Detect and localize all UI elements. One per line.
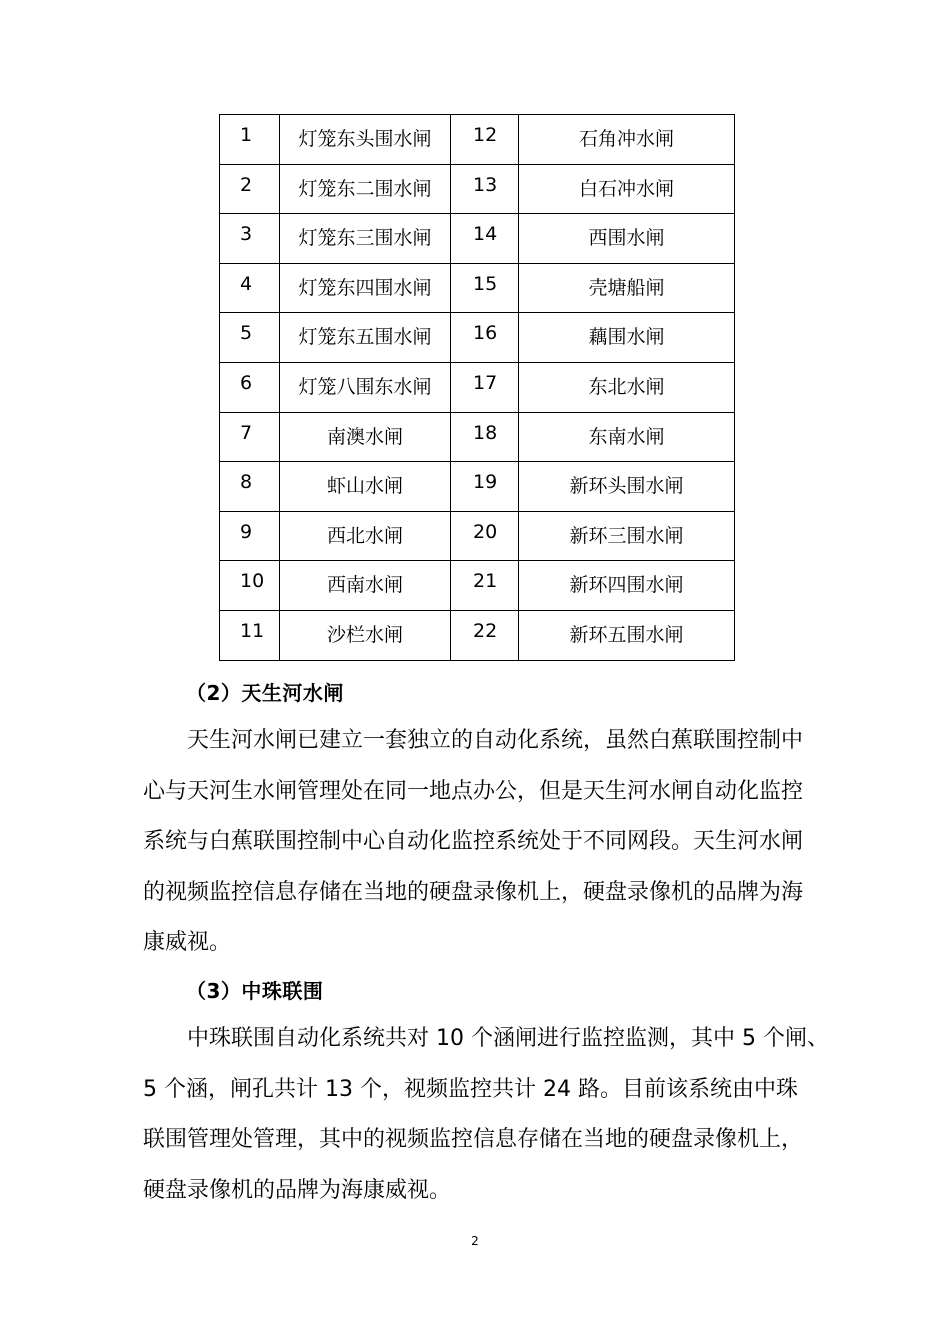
gate-name-cell: 新环四围水闸 [519, 561, 735, 611]
section-3-paragraph [143, 1014, 829, 1216]
gate-number-cell: 22 [451, 610, 519, 660]
gate-name-cell: 灯笼东二围水闸 [280, 164, 451, 214]
gate-name-cell: 新环头围水闸 [519, 462, 735, 512]
page-number: 2 [471, 1234, 479, 1248]
table-row [220, 511, 735, 561]
table-row [220, 462, 735, 512]
gate-number-cell: 11 [220, 610, 280, 660]
gate-number-cell: 5 [220, 313, 280, 363]
gate-name-cell: 东南水闸 [519, 412, 735, 462]
gate-name-cell: 虾山水闸 [280, 462, 451, 512]
table-row [220, 214, 735, 264]
paragraph-line: 中珠联围自动化系统共对 10 个涵闸进行监控监测，其中 5 个闸、 [187, 1026, 829, 1051]
table-row [220, 610, 735, 660]
gate-name-cell: 石角冲水闸 [519, 115, 735, 165]
gate-name-cell: 西北水闸 [280, 511, 451, 561]
section-3-heading: （3）中珠联围 [186, 979, 324, 1003]
gate-number-cell: 16 [451, 313, 519, 363]
gate-name-cell: 新环五围水闸 [519, 610, 735, 660]
gate-number-cell: 18 [451, 412, 519, 462]
table-row [220, 164, 735, 214]
gate-number-cell: 8 [220, 462, 280, 512]
gate-name-cell: 灯笼八围东水闸 [280, 362, 451, 412]
gate-name-cell: 西南水闸 [280, 561, 451, 611]
paragraph-line: 心与天河生水闸管理处在同一地点办公，但是天生河水闸自动化监控 [143, 778, 804, 804]
gate-number-cell: 20 [451, 511, 519, 561]
gate-name-cell: 沙栏水闸 [280, 610, 451, 660]
gate-number-cell: 4 [220, 263, 280, 313]
gate-name-cell: 藕围水闸 [519, 313, 735, 363]
gate-name-cell: 白石冲水闸 [519, 164, 735, 214]
gate-number-cell: 2 [220, 164, 280, 214]
gate-number-cell: 3 [220, 214, 280, 264]
gate-number-cell: 13 [451, 164, 519, 214]
gate-number-cell: 14 [451, 214, 519, 264]
section-2-paragraph [143, 716, 808, 969]
gate-number-cell: 15 [451, 263, 519, 313]
gate-number-cell: 6 [220, 362, 280, 412]
gate-number-cell: 21 [451, 561, 519, 611]
gate-name-cell: 灯笼东四围水闸 [280, 263, 451, 313]
gate-number-cell: 10 [220, 561, 280, 611]
paragraph-line: 的视频监控信息存储在当地的硬盘录像机上，硬盘录像机的品牌为海 [143, 879, 804, 905]
paragraph-line: 硬盘录像机的品牌为海康威视。 [143, 1177, 452, 1203]
paragraph-line: 联围管理处管理，其中的视频监控信息存储在当地的硬盘录像机上， [143, 1127, 804, 1152]
paragraph-line: 系统与白蕉联围控制中心自动化监控系统处于不同网段。天生河水闸 [143, 829, 804, 854]
paragraph-line: 康威视。 [143, 930, 232, 955]
gate-number-cell: 7 [220, 412, 280, 462]
table-row [220, 412, 735, 462]
gate-number-cell: 9 [220, 511, 280, 561]
table-row [220, 115, 735, 165]
gate-name-cell: 灯笼东三围水闸 [280, 214, 451, 264]
table-row [220, 313, 735, 363]
gate-number-cell: 1 [220, 115, 280, 165]
gate-name-cell: 新环三围水闸 [519, 511, 735, 561]
section-2-heading: （2）天生河水闸 [186, 681, 344, 705]
gate-name-cell: 东北水闸 [519, 362, 735, 412]
sluice-gate-table [219, 114, 735, 661]
gate-name-cell: 西围水闸 [519, 214, 735, 264]
gate-number-cell: 12 [451, 115, 519, 165]
table-row [220, 362, 735, 412]
gate-number-cell: 19 [451, 462, 519, 512]
paragraph-line: 天生河水闸已建立一套独立的自动化系统，虽然白蕉联围控制中 [187, 728, 804, 753]
gate-name-cell: 壳塘船闸 [519, 263, 735, 313]
gate-name-cell: 灯笼东头围水闸 [280, 115, 451, 165]
table-row [220, 263, 735, 313]
sluice-gate-table-body [220, 115, 735, 661]
gate-name-cell: 南澳水闸 [280, 412, 451, 462]
gate-name-cell: 灯笼东五围水闸 [280, 313, 451, 363]
table-row [220, 561, 735, 611]
paragraph-line: 5 个涵，闸孔共计 13 个，视频监控共计 24 路。目前该系统由中珠 [143, 1076, 798, 1102]
gate-number-cell: 17 [451, 362, 519, 412]
